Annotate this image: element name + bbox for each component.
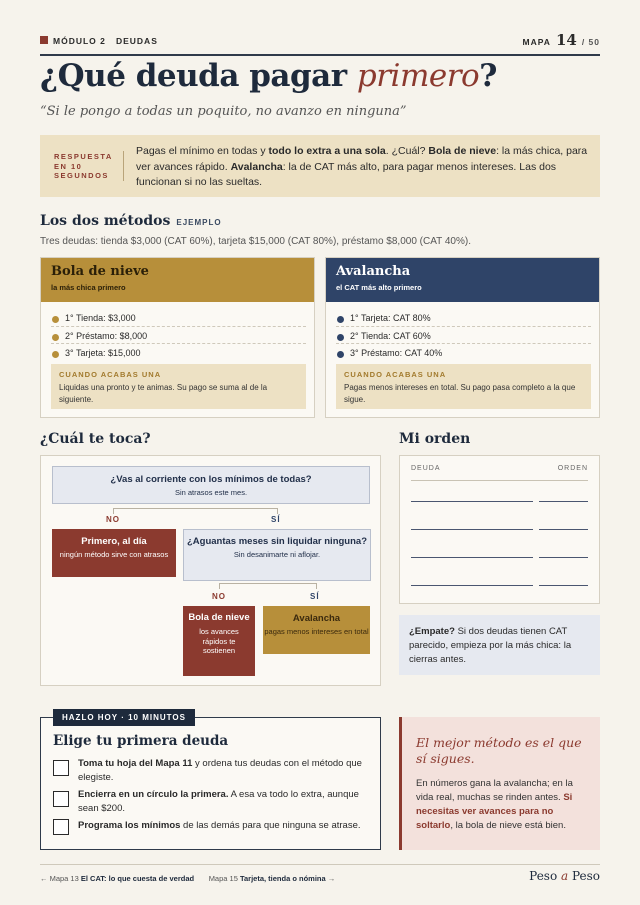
list-item: 2° Préstamo: $8,000 xyxy=(51,327,306,345)
bullet-dot-icon xyxy=(52,351,59,358)
bullet-dot-icon xyxy=(52,334,59,341)
map-counter: MAPA 14 / 50 xyxy=(522,31,600,49)
connector-line xyxy=(277,508,278,514)
bullet-dot-icon xyxy=(337,334,344,341)
module-square-icon xyxy=(40,36,48,44)
next-map-link[interactable]: Mapa 15 Tarjeta, tienda o nómina → xyxy=(208,874,336,883)
result-catch-up-box: Primero, al día ningún método sirve con atrasos xyxy=(52,529,176,577)
bullet-dot-icon xyxy=(52,316,59,323)
header-divider xyxy=(40,54,600,56)
task-item: Encierra en un círculo la primera. A esa va todo lo extra, aunque sean $200. xyxy=(53,788,373,816)
snowball-list xyxy=(51,309,306,362)
debt-write-line[interactable] xyxy=(411,501,533,502)
flow-heading: ¿Cuál te toca? xyxy=(40,431,151,447)
tie-breaker-note: ¿Empate? Si dos deudas tienen CAT parecido, empieza por la más chica: la cierras antes. xyxy=(399,615,600,675)
result-snowball-box: Bola de nieve los avances rápidos te sostienen xyxy=(183,606,255,676)
snowball-card xyxy=(40,257,315,418)
connector-line xyxy=(113,508,277,509)
avalanche-card xyxy=(325,257,600,418)
debt-column-header: DEUDA xyxy=(411,465,441,472)
list-item: 1° Tarjeta: CAT 80% xyxy=(336,309,591,327)
page-title: ¿Qué deuda pagar primero? xyxy=(40,58,497,94)
footer-nav xyxy=(40,874,335,883)
bullet-dot-icon xyxy=(337,351,344,358)
page-subtitle: “Si le pongo a todas un poquito, no avanzo en ninguna” xyxy=(40,104,407,119)
tip-quote-box xyxy=(399,717,600,850)
yes-label: SÍ xyxy=(271,515,281,524)
brand-logo: Peso a Peso xyxy=(529,869,600,883)
order-write-line[interactable] xyxy=(539,557,588,558)
list-item: 2° Tienda: CAT 60% xyxy=(336,327,591,345)
checkbox[interactable] xyxy=(53,760,69,776)
task-title: Elige tu primera deuda xyxy=(53,733,229,749)
connector-line xyxy=(219,583,220,589)
methods-description: Tres deudas: tienda $3,000 (CAT 60%), tarjeta $15,000 (CAT 80%), préstamo $8,000 (CAT 40%). xyxy=(40,236,471,247)
avalanche-list xyxy=(336,309,591,362)
list-item: 3° Préstamo: CAT 40% xyxy=(336,344,591,362)
debt-write-line[interactable] xyxy=(411,585,533,586)
list-item: 3° Tarjeta: $15,000 xyxy=(51,344,306,362)
question-2-box: ¿Aguantas meses sin liquidar ninguna? Sin desanimarte ni aflojar. xyxy=(183,529,371,581)
order-write-line[interactable] xyxy=(539,529,588,530)
quick-answer-label: RESPUESTA EN 10 SEGUNDOS xyxy=(54,152,113,180)
result-avalanche-box: Avalancha pagas menos intereses en total xyxy=(263,606,370,654)
task-tag: HAZLO HOY · 10 MINUTOS xyxy=(53,709,195,726)
question-1-box: ¿Vas al corriente con los mínimos de todas? Sin atrasos este mes. xyxy=(52,466,370,504)
order-worksheet[interactable] xyxy=(399,455,600,604)
order-heading: Mi orden xyxy=(399,431,471,447)
task-item: Toma tu hoja del Mapa 11 y ordena tus deudas con el método que elegiste. xyxy=(53,757,373,785)
decision-flowchart xyxy=(40,455,381,686)
quick-answer-box xyxy=(40,135,600,197)
avalanche-header: Avalancha el CAT más alto primero xyxy=(326,258,599,302)
order-write-line[interactable] xyxy=(539,501,588,502)
list-item: 1° Tienda: $3,000 xyxy=(51,309,306,327)
quote-text: El mejor método es el que sí sigues. xyxy=(416,735,582,766)
checkbox[interactable] xyxy=(53,791,69,807)
quick-answer-text: Pagas el mínimo en todas y todo lo extra a una sola. ¿Cuál? Bola de nieve: la más chica, para ver avances rápido. Avalancha: la de CAT más alto, para pagar menos intereses. Las dos funcionan si no las sueltas. xyxy=(136,145,588,188)
connector-line xyxy=(219,583,316,584)
prev-map-link[interactable]: ← Mapa 13 El CAT: lo que cuesta de verdad xyxy=(40,874,195,883)
page-header xyxy=(40,31,600,49)
connector-line xyxy=(316,583,317,589)
bullet-dot-icon xyxy=(337,316,344,323)
order-column-header: ORDEN xyxy=(557,465,588,472)
methods-heading: Los dos métodos EJEMPLO xyxy=(40,213,222,229)
module-label: MÓDULO 2 DEUDAS xyxy=(53,36,158,46)
yes-label: SÍ xyxy=(310,592,320,601)
avalanche-footnote: CUANDO ACABAS UNA Pagas menos intereses en total. Su pago pasa completo a la que sigue. xyxy=(336,364,591,409)
debt-write-line[interactable] xyxy=(411,529,533,530)
task-item: Programa los mínimos de las demás para que ninguna se atrase. xyxy=(53,819,373,833)
no-label: NO xyxy=(212,592,226,601)
connector-line xyxy=(113,508,114,514)
order-write-line[interactable] xyxy=(539,585,588,586)
action-task-box xyxy=(40,713,381,850)
footer-divider xyxy=(40,864,600,865)
debt-write-line[interactable] xyxy=(411,557,533,558)
quick-answer-divider xyxy=(123,151,124,181)
snowball-header: Bola de nieve la más chica primero xyxy=(41,258,314,302)
quote-body: En números gana la avalancha; en la vida real, muchas se rinden antes. Si necesitas ver avances para no soltarlo, la bola de nieve está bien. xyxy=(416,778,573,831)
snowball-footnote: CUANDO ACABAS UNA Liquidas una pronto y te animas. Su pago se suma al de la siguiente. xyxy=(51,364,306,409)
no-label: NO xyxy=(106,515,120,524)
header-divider xyxy=(411,480,588,481)
checkbox[interactable] xyxy=(53,819,69,835)
